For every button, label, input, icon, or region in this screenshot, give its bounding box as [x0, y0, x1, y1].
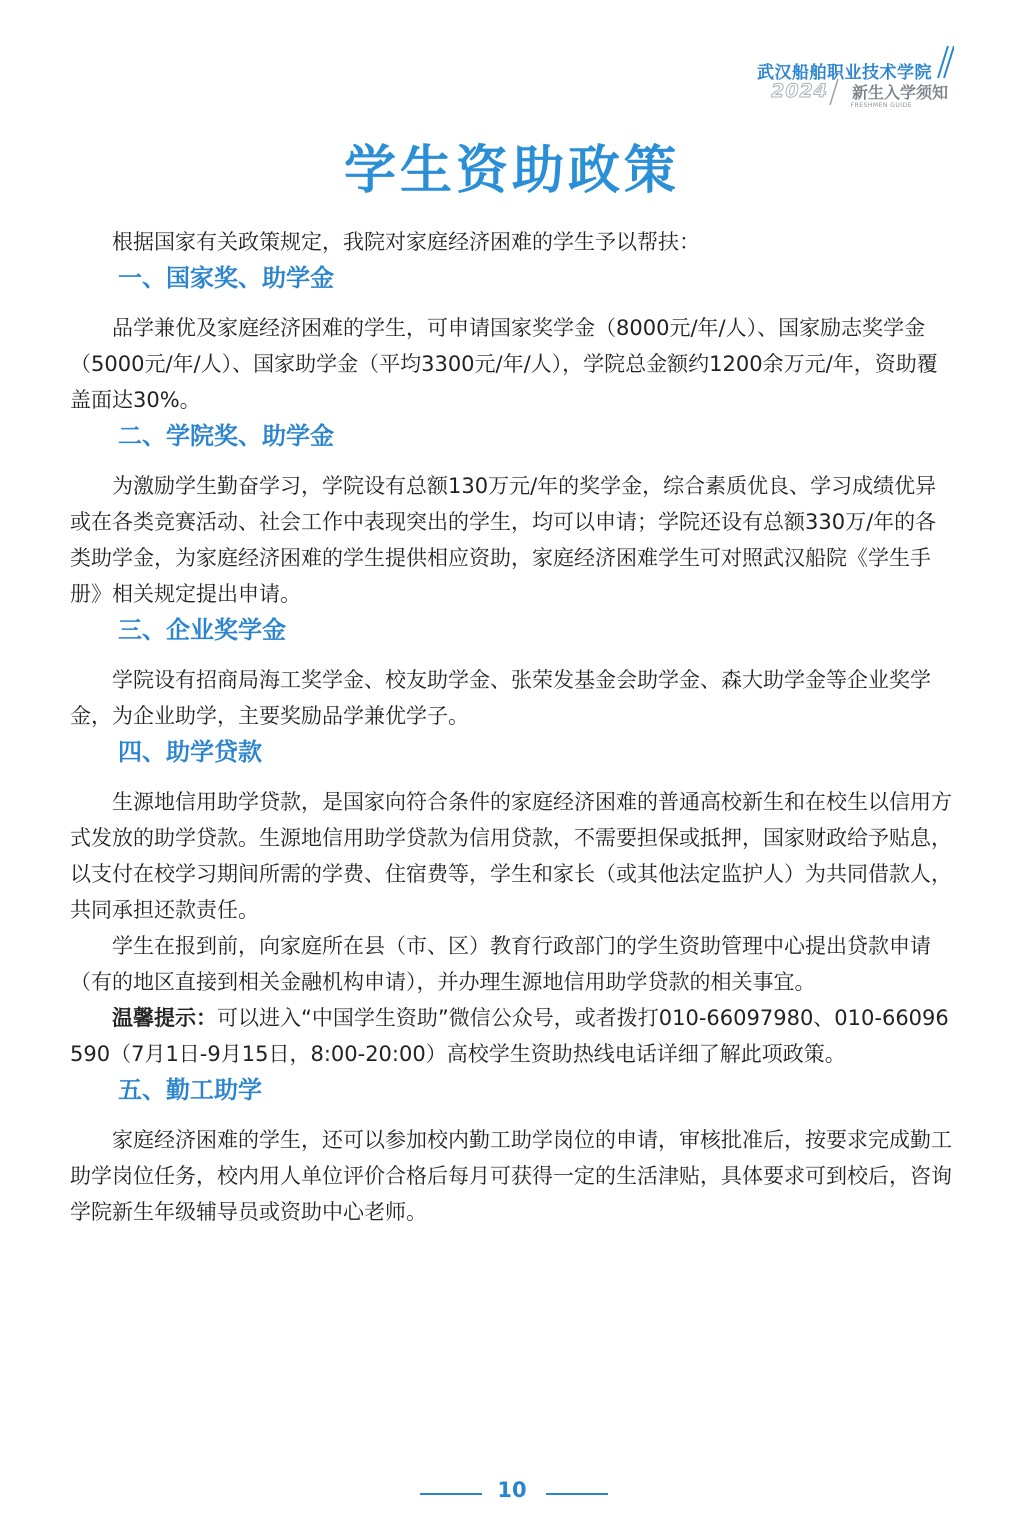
- section-heading-college-scholarship: 二、学院奖、助学金: [118, 422, 334, 450]
- school-name: 武汉船舶职业技术学院: [757, 63, 932, 83]
- guide-title: 新生入学须知: [851, 83, 948, 102]
- guide-year: 2024: [771, 80, 828, 102]
- section-heading-student-loan: 四、助学贷款: [118, 738, 262, 766]
- footer-divider-left: [420, 1493, 482, 1495]
- section-heading-national-scholarship: 一、国家奖、助学金: [118, 264, 334, 292]
- warm-tip-label: 温馨提示：: [112, 1006, 217, 1030]
- page-footer: [0, 1478, 1024, 1508]
- section-paragraph: 学生在报到前，向家庭所在县（市、区）教育行政部门的学生资助管理中心提出贷款申请（有的地区直接到相关金融机构申请），并办理生源地信用助学贷款的相关事宜。: [70, 934, 931, 994]
- page-header: [636, 44, 956, 124]
- warm-tip-paragraph: [70, 1000, 954, 1072]
- warm-tip-text: 可以进入“中国学生资助”微信公众号，或者拨打010-66097980、010-66096590（7月1日-9月15日，8:00-20:00）高校学生资助热线电话详细了解此项政策。: [70, 1006, 949, 1066]
- section-heading-enterprise-scholarship: 三、企业奖学金: [118, 616, 286, 644]
- guide-subtitle: FRESHMEN GUIDE: [850, 102, 912, 109]
- section-heading-work-study: 五、勤工助学: [118, 1076, 262, 1104]
- section-paragraph: 学院设有招商局海工奖学金、校友助学金、张荣发基金会助学金、森大助学金等企业奖学金，为企业助学，主要奖励品学兼优学子。: [70, 668, 931, 728]
- page-title: 学生资助政策: [343, 140, 680, 201]
- section-paragraph: 为激励学生勤奋学习，学院设有总额130万元/年的奖学金，综合素质优良、学习成绩优异或在各类竞赛活动、社会工作中表现突出的学生，均可以申请；学院还设有总额330万/年的各类助学金，为家庭经济困难的学生提供相应资助，家庭经济困难学生可对照武汉船院《学生手册》相关规定提出申请。: [70, 474, 937, 606]
- header-double-slash-icon: [930, 44, 954, 80]
- section-paragraph: 家庭经济困难的学生，还可以参加校内勤工助学岗位的申请，审核批准后，按要求完成勤工助学岗位任务，校内用人单位评价合格后每月可获得一定的生活津贴，具体要求可到校后，咨询学院新生年级辅导员或资助中心老师。: [70, 1128, 952, 1224]
- footer-divider-right: [546, 1493, 608, 1495]
- section-paragraph: 生源地信用助学贷款，是国家向符合条件的家庭经济困难的普通高校新生和在校生以信用方式发放的助学贷款。生源地信用助学贷款为信用贷款，不需要担保或抵押，国家财政给予贴息，以支付在校学习期间所需的学费、住宿费等，学生和家长（或其他法定监护人）为共同借款人，共同承担还款责任。: [70, 790, 952, 922]
- article-body: [70, 224, 954, 1230]
- section-paragraph: 品学兼优及家庭经济困难的学生，可申请国家奖学金（8000元/年/人）、国家励志奖学金（5000元/年/人）、国家助学金（平均3300元/年/人），学院总金额约1200余万元/年，资助覆盖面达30%。: [70, 316, 938, 412]
- intro-paragraph: 根据国家有关政策规定，我院对家庭经济困难的学生予以帮扶：: [112, 230, 700, 254]
- page-number: 10: [497, 1478, 527, 1502]
- header-slash-icon: [828, 78, 840, 106]
